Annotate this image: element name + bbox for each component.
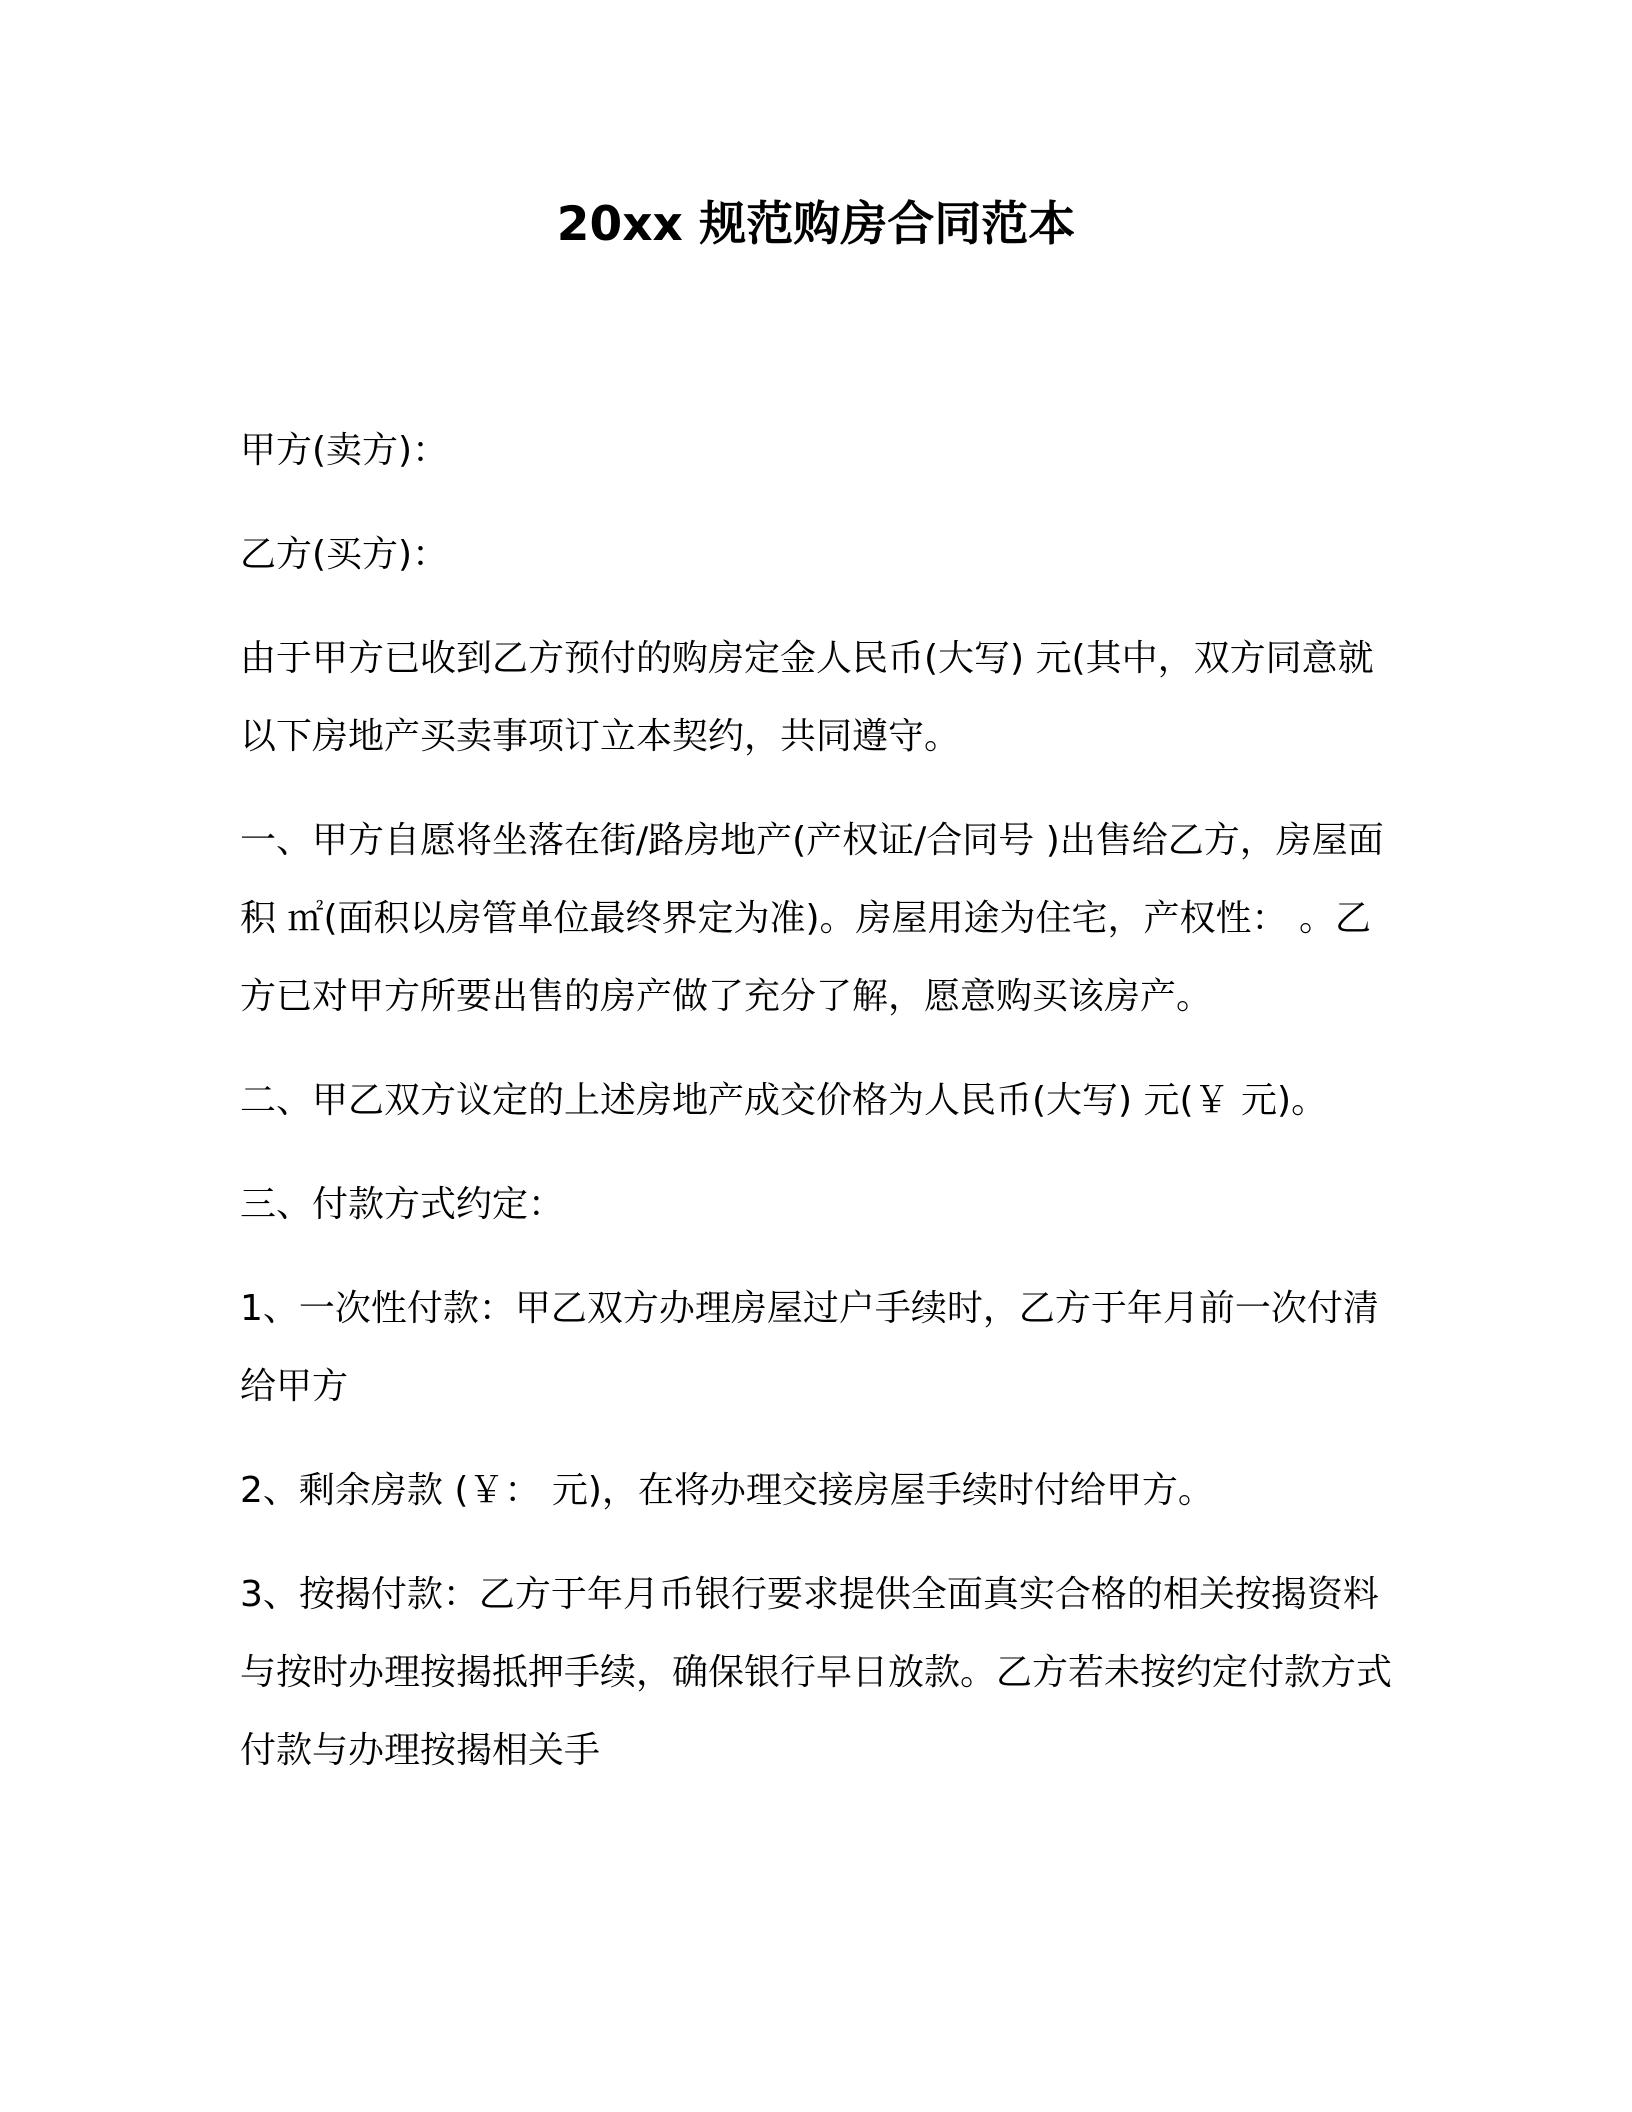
paragraph-payment-2: 2、剩余房款 (￥： 元)，在将办理交接房屋手续时付给甲方。 [240,1470,1214,1511]
document-title: 20xx 规范购房合同范本 [556,197,1076,252]
paragraph-party-a: 甲方(卖方)： [240,430,449,471]
paragraph-party-b: 乙方(买方)： [240,534,449,575]
paragraph-clause-2: 二、甲乙双方议定的上述房地产成交价格为人民币(大写) 元(￥ 元)。 [240,1080,1328,1121]
paragraph-deposit: 由于甲方已收到乙方预付的购房定金人民币(大写) 元(其中，双方同意就以下房地产买卖事项订立本契约，共同遵守。 [240,638,1374,757]
document-body [240,412,1392,1816]
paragraph-payment-3: 3、按揭付款：乙方于年月币银行要求提供全面真实合格的相关按揭资料与按时办理按揭抵押手续，确保银行早日放款。乙方若未按约定付款方式付款与办理按揭相关手 [240,1574,1393,1771]
paragraph-clause-1: 一、甲方自愿将坐落在街/路房地产(产权证/合同号 )出售给乙方，房屋面积 ㎡(面积以房管单位最终界定为准)。房屋用途为住宅，产权性： 。乙方已对甲方所要出售的房产做了充分了解，愿意购买该房产。 [240,820,1384,1017]
paragraph-clause-3: 三、付款方式约定： [240,1184,565,1225]
paragraph-payment-1: 1、一次性付款：甲乙双方办理房屋过户手续时，乙方于年月前一次付清给甲方 [240,1288,1379,1407]
